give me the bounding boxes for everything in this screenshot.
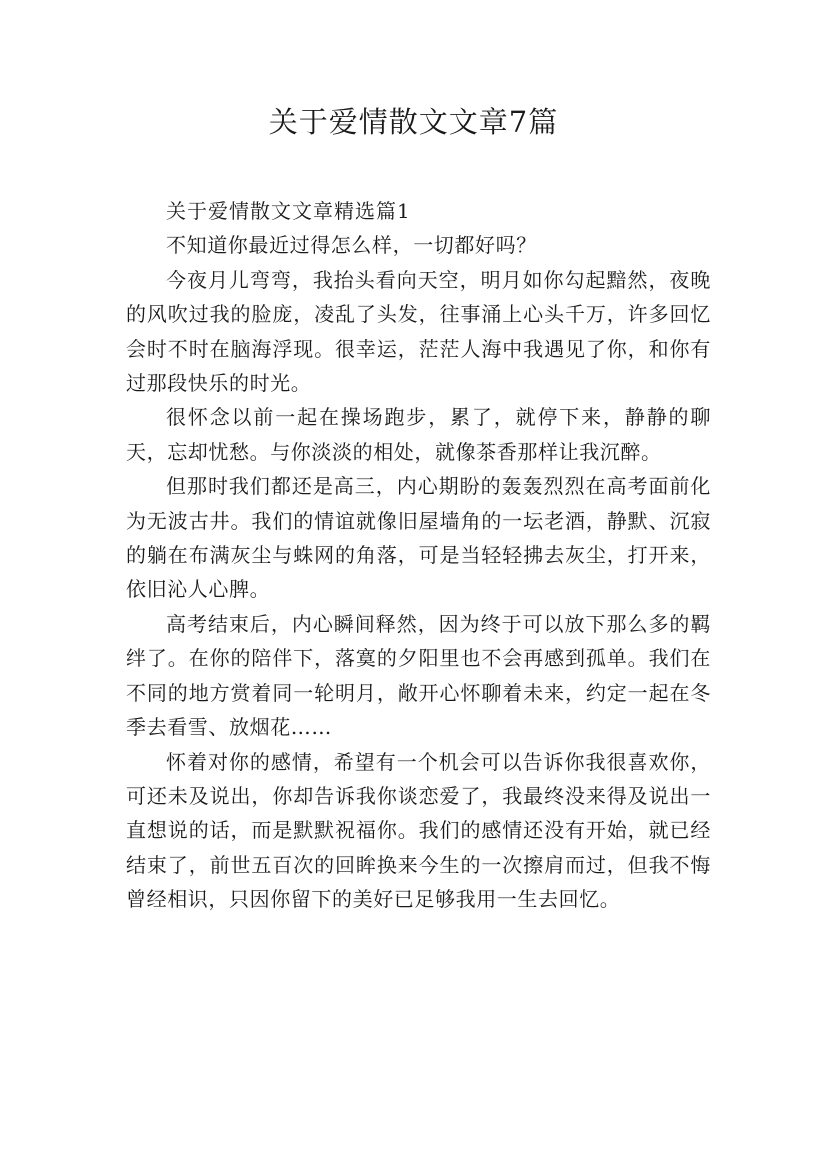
paragraph-1: 不知道你最近过得怎么样，一切都好吗？: [166, 233, 537, 258]
document-title: 关于爱情散文文章7篇: [268, 105, 559, 139]
paragraph-6: 怀着对你的感情，希望有一个机会可以告诉你我很喜欢你，可还未及说出，你却告诉我你谈恋爱了，我最终没来得及说出一直想说的话，而是默默祝福你。我们的感情还没有开始，就已经结束了，前世五百次的回眸换来今生的一次擦肩而过，但我不悔曾经相识，只因你留下的美好已足够我用一生去回忆。: [126, 749, 711, 912]
paragraph-4: 但那时我们都还是高三，内心期盼的轰轰烈烈在高考面前化为无波古井。我们的情谊就像旧屋墙角的一坛老酒，静默、沉寂的躺在布满灰尘与蛛网的角落，可是当轻轻拂去灰尘，打开来，依旧沁人心脾。: [126, 474, 711, 602]
paragraph-2: 今夜月儿弯弯，我抬头看向天空，明月如你勾起黯然，夜晚的风吹过我的脸庞，凌乱了头发，往事涌上心头千万，许多回忆会时不时在脑海浮现。很幸运，茫茫人海中我遇见了你，和你有过那段快乐的时光。: [126, 267, 711, 396]
paragraph-3: 很怀念以前一起在操场跑步，累了，就停下来，静静的聊天，忘却忧愁。与你淡淡的相处，就像茶香那样让我沉醉。: [126, 405, 711, 464]
paragraph-5: 高考结束后，内心瞬间释然，因为终于可以放下那么多的羁绊了。在你的陪伴下，落寞的夕阳里也不会再感到孤单。我们在不同的地方赏着同一轮明月，敞开心怀聊着未来，约定一起在冬季去看雪、放烟花……: [126, 611, 711, 740]
document-body: [126, 194, 711, 917]
section-heading: 关于爱情散文文章精选篇1: [166, 199, 411, 223]
